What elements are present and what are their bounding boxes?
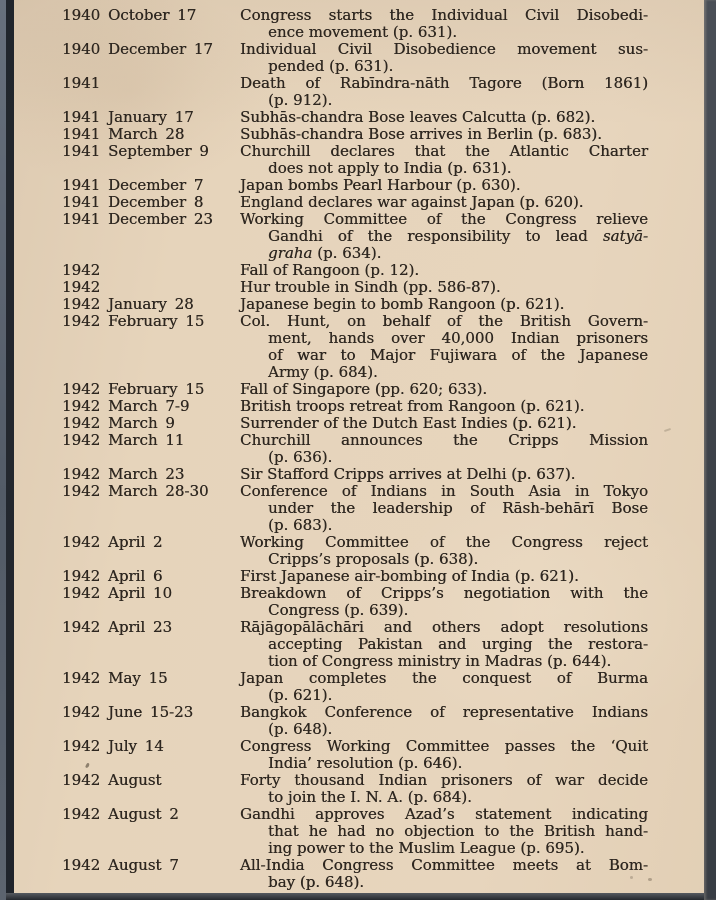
entry-date: 1942 July 14 bbox=[62, 737, 164, 755]
scan-speck bbox=[630, 876, 633, 879]
timeline-row bbox=[62, 262, 704, 279]
timeline-row bbox=[62, 738, 704, 772]
timeline-row bbox=[62, 398, 704, 415]
entry-description bbox=[240, 483, 648, 534]
scan-left-edge-line bbox=[6, 0, 14, 900]
entry-line: Col. Hunt, on behalf of the British Govern- bbox=[240, 312, 648, 330]
entry-description bbox=[240, 194, 648, 211]
entry-description bbox=[240, 670, 648, 704]
entry-date: 1942 March 9 bbox=[62, 414, 175, 432]
entry-line: graha (p. 634). bbox=[268, 244, 382, 262]
timeline-row bbox=[62, 466, 704, 483]
entry-date: 1942 March 28-30 bbox=[62, 482, 209, 500]
timeline-row bbox=[62, 381, 704, 398]
entry-line: (p. 636). bbox=[268, 448, 333, 466]
timeline-row bbox=[62, 109, 704, 126]
entry-description bbox=[240, 466, 648, 483]
entry-line: Japanese begin to bomb Rangoon (p. 621). bbox=[240, 295, 565, 313]
entry-description bbox=[240, 704, 648, 738]
entry-line: ing power to the Muslim League (p. 695). bbox=[268, 839, 585, 857]
entry-date: 1941 September 9 bbox=[62, 142, 209, 160]
entry-line: Congress starts the Individual Civil Disobedi- bbox=[240, 6, 648, 24]
timeline-row bbox=[62, 143, 704, 177]
entry-date: 1942 April 6 bbox=[62, 567, 163, 585]
entry-line: First Japanese air-bombing of India (p. 621). bbox=[240, 567, 579, 585]
entry-description bbox=[240, 313, 648, 381]
entry-date: 1941 December 8 bbox=[62, 193, 204, 211]
entry-date: 1942 August 2 bbox=[62, 805, 179, 823]
entry-line: Churchill declares that the Atlantic Charter bbox=[240, 142, 648, 160]
timeline-row bbox=[62, 857, 704, 891]
entry-line: England declares war against Japan (p. 620). bbox=[240, 193, 584, 211]
entry-description bbox=[240, 432, 648, 466]
entry-line: accepting Pakistan and urging the restora- bbox=[268, 635, 648, 653]
entry-line: Congress (p. 639). bbox=[268, 601, 409, 619]
entry-description bbox=[240, 143, 648, 177]
entry-description bbox=[240, 857, 648, 891]
entry-description bbox=[240, 772, 648, 806]
entry-line: Gandhi approves Azad’s statement indicating bbox=[240, 805, 648, 823]
entry-line: Bangkok Conference of representative Indians bbox=[240, 703, 648, 721]
timeline-row bbox=[62, 670, 704, 704]
entry-line: of war to Major Fujiwara of the Japanese bbox=[268, 346, 648, 364]
entry-description bbox=[240, 177, 648, 194]
entry-line: India’ resolution (p. 646). bbox=[268, 754, 463, 772]
entry-date: 1942 August bbox=[62, 771, 162, 789]
entry-line: Congress Working Committee passes the ‘Quit bbox=[240, 737, 648, 755]
entry-description bbox=[240, 619, 648, 670]
entry-line: Gandhi of the responsibility to lead satyā- bbox=[268, 227, 648, 245]
entry-date: 1942 June 15-23 bbox=[62, 703, 194, 721]
timeline-row bbox=[62, 806, 704, 857]
entry-line: Japan bombs Pearl Harbour (p. 630). bbox=[240, 176, 521, 194]
entry-description bbox=[240, 109, 648, 126]
entry-description bbox=[240, 806, 648, 857]
entry-description bbox=[240, 279, 648, 296]
entry-description bbox=[240, 41, 648, 75]
entry-date: 1942 April 2 bbox=[62, 533, 163, 551]
timeline-row bbox=[62, 534, 704, 568]
entry-description bbox=[240, 211, 648, 262]
entry-line: (p. 621). bbox=[268, 686, 333, 704]
entry-line: bay (p. 648). bbox=[268, 873, 365, 891]
entry-date: 1942 May 15 bbox=[62, 669, 168, 687]
entry-date: 1940 October 17 bbox=[62, 6, 197, 24]
timeline bbox=[14, 0, 704, 893]
entry-description bbox=[240, 585, 648, 619]
entry-date: 1942 March 7-9 bbox=[62, 397, 190, 415]
timeline-row bbox=[62, 75, 704, 109]
timeline-row bbox=[62, 177, 704, 194]
entry-description bbox=[240, 296, 648, 313]
entry-line: Forty thousand Indian prisoners of war decide bbox=[240, 771, 648, 789]
entry-line: does not apply to India (p. 631). bbox=[268, 159, 512, 177]
timeline-row bbox=[62, 313, 704, 381]
entry-date: 1942 February 15 bbox=[62, 380, 205, 398]
entry-line: Breakdown of Cripps’s negotiation with the bbox=[240, 584, 648, 602]
entry-date: 1941 bbox=[62, 74, 101, 92]
entry-description bbox=[240, 75, 648, 109]
entry-date: 1942 March 23 bbox=[62, 465, 185, 483]
entry-date: 1942 March 11 bbox=[62, 431, 185, 449]
entry-line: Japan completes the conquest of Burma bbox=[240, 669, 648, 687]
entry-line: ence movement (p. 631). bbox=[268, 23, 457, 41]
entry-description bbox=[240, 381, 648, 398]
entry-line: Fall of Singapore (pp. 620; 633). bbox=[240, 380, 488, 398]
entry-description bbox=[240, 415, 648, 432]
entry-description bbox=[240, 568, 648, 585]
entry-line: Sir Stafford Cripps arrives at Delhi (p. 637). bbox=[240, 465, 576, 483]
entry-line: Churchill announces the Cripps Mission bbox=[240, 431, 648, 449]
scan-bottom-border bbox=[6, 893, 704, 900]
entry-line: Army (p. 684). bbox=[268, 363, 378, 381]
entry-line: pended (p. 631). bbox=[268, 57, 394, 75]
entry-description bbox=[240, 262, 648, 279]
entry-date: 1942 January 28 bbox=[62, 295, 194, 313]
entry-line: under the leadership of Rāsh-behārī Bose bbox=[268, 499, 648, 517]
entry-description bbox=[240, 534, 648, 568]
entry-line: Working Committee of the Congress relieve bbox=[240, 210, 648, 228]
entry-line: Subhās-chandra Bose arrives in Berlin (p. 683). bbox=[240, 125, 602, 143]
entry-date: 1940 December 17 bbox=[62, 40, 213, 58]
timeline-row bbox=[62, 585, 704, 619]
entry-line: tion of Congress ministry in Madras (p. 644). bbox=[268, 652, 612, 670]
entry-date: 1941 January 17 bbox=[62, 108, 194, 126]
entry-line: British troops retreat from Rangoon (p. 621). bbox=[240, 397, 585, 415]
timeline-row bbox=[62, 415, 704, 432]
scan-right-border bbox=[704, 0, 716, 900]
timeline-row bbox=[62, 41, 704, 75]
entry-line: Working Committee of the Congress reject bbox=[240, 533, 648, 551]
timeline-row bbox=[62, 704, 704, 738]
entry-line: Rājāgopālāchāri and others adopt resolutions bbox=[240, 618, 648, 636]
entry-date: 1942 April 10 bbox=[62, 584, 172, 602]
entry-line: Subhās-chandra Bose leaves Calcutta (p. 682). bbox=[240, 108, 596, 126]
entry-line: (p. 648). bbox=[268, 720, 333, 738]
scan-speck bbox=[648, 878, 652, 881]
entry-date: 1941 December 23 bbox=[62, 210, 213, 228]
timeline-row bbox=[62, 296, 704, 313]
entry-description bbox=[240, 738, 648, 772]
timeline-row bbox=[62, 432, 704, 466]
entry-line: Individual Civil Disobedience movement sus- bbox=[240, 40, 648, 58]
timeline-row bbox=[62, 194, 704, 211]
timeline-row bbox=[62, 7, 704, 41]
timeline-row bbox=[62, 126, 704, 143]
entry-date: 1942 April 23 bbox=[62, 618, 172, 636]
entry-date: 1942 bbox=[62, 261, 101, 279]
entry-line: Conference of Indians in South Asia in Tokyo bbox=[240, 482, 648, 500]
entry-line: Fall of Rangoon (p. 12). bbox=[240, 261, 420, 279]
entry-date: 1942 August 7 bbox=[62, 856, 179, 874]
entry-description bbox=[240, 7, 648, 41]
timeline-row bbox=[62, 211, 704, 262]
entry-line: to join the I. N. A. (p. 684). bbox=[268, 788, 472, 806]
entry-line: that he had no objection to the British hand- bbox=[268, 822, 648, 840]
entry-line: Cripps’s proposals (p. 638). bbox=[268, 550, 479, 568]
entry-line: (p. 683). bbox=[268, 516, 333, 534]
timeline-row bbox=[62, 772, 704, 806]
entry-line: Death of Rabīndra-nāth Tagore (Born 1861) bbox=[240, 74, 648, 92]
entry-date: 1941 March 28 bbox=[62, 125, 185, 143]
timeline-row bbox=[62, 483, 704, 534]
entry-line: Hur trouble in Sindh (pp. 586-87). bbox=[240, 278, 501, 296]
entry-description bbox=[240, 398, 648, 415]
entry-description bbox=[240, 126, 648, 143]
timeline-row bbox=[62, 279, 704, 296]
entry-line: ment, hands over 40,000 Indian prisoners bbox=[268, 329, 648, 347]
entry-line: (p. 912). bbox=[268, 91, 333, 109]
entry-line: Surrender of the Dutch East Indies (p. 621). bbox=[240, 414, 577, 432]
timeline-row bbox=[62, 568, 704, 585]
entry-date: 1941 December 7 bbox=[62, 176, 204, 194]
entry-line: All-India Congress Committee meets at Bom- bbox=[240, 856, 648, 874]
entry-date: 1942 bbox=[62, 278, 101, 296]
timeline-row bbox=[62, 619, 704, 670]
entry-date: 1942 February 15 bbox=[62, 312, 205, 330]
